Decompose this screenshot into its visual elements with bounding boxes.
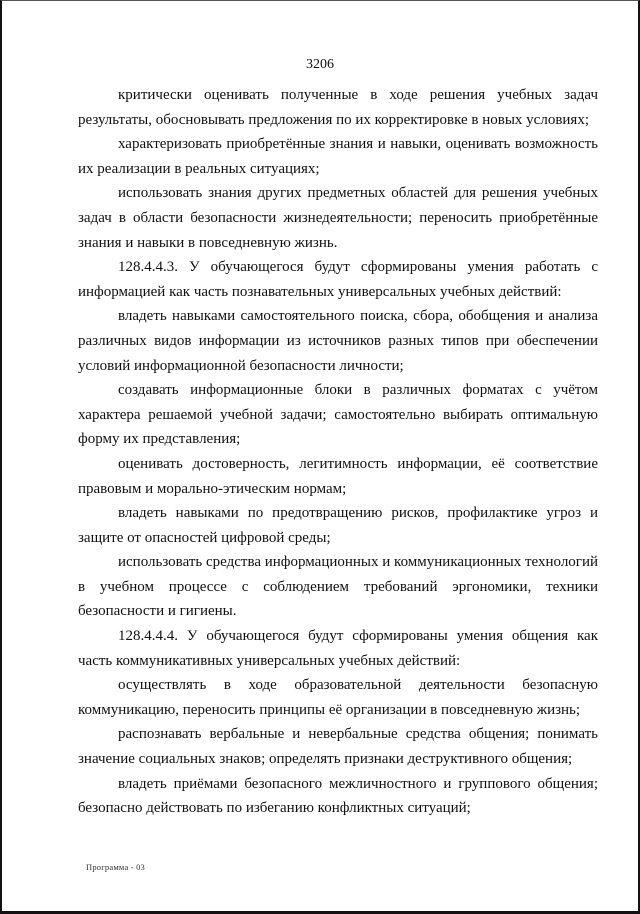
paragraph: осуществлять в ходе образовательной деятельности безопасную коммуникацию, переносить принципы её организации в повседневную жизнь;	[78, 677, 598, 718]
page-number: 3206	[306, 57, 334, 72]
paragraph: владеть приёмами безопасного межличностного и группового общения; безопасно действовать по избеганию конфликтных ситуаций;	[78, 775, 598, 817]
paragraph: владеть навыками по предотвращению рисков, профилактике угроз и защите от опасностей цифровой среды;	[78, 505, 598, 546]
paragraph: оценивать достоверность, легитимность информации, её соответствие правовым и морально-этическим нормам;	[78, 455, 598, 497]
footer-note: Программа - 03	[86, 862, 146, 872]
paragraph: распознавать вербальные и невербальные средства общения; понимать значение социальных знаков; определять признаки деструктивного общения;	[78, 726, 598, 768]
section-heading-128-4-4-4: 128.4.4.4. У обучающегося будут сформированы умения общения как часть коммуникативных универсальных учебных действий:	[78, 628, 598, 669]
paragraph: владеть навыками самостоятельного поиска, сбора, обобщения и анализа различных видов информации из источников разных типов при обеспечении условий информационной безопасности личности;	[78, 308, 598, 374]
section-heading-128-4-4-3: 128.4.4.3. У обучающегося будут сформированы умения работать с информацией как часть познавательных универсальных учебных действий:	[78, 259, 598, 300]
document-body	[78, 83, 598, 821]
paragraph: критически оценивать полученные в ходе решения учебных задач результаты, обосновывать предложения по их корректировке в новых условиях;	[78, 87, 598, 128]
paragraph: создавать информационные блоки в различных форматах с учётом характера решаемой учебной задачи; самостоятельно выбирать оптимальную форму их представления;	[78, 382, 598, 448]
paragraph: использовать знания других предметных областей для решения учебных задач в области безопасности жизнедеятельности; переносить приобретённые знания и навыки в повседневную жизнь.	[78, 185, 598, 251]
paragraph: использовать средства информационных и коммуникационных технологий в учебном процессе с соблюдением требований эргономики, техники безопасности и гигиены.	[78, 554, 599, 620]
paragraph: характеризовать приобретённые знания и навыки, оценивать возможность их реализации в реальных ситуациях;	[78, 136, 598, 177]
